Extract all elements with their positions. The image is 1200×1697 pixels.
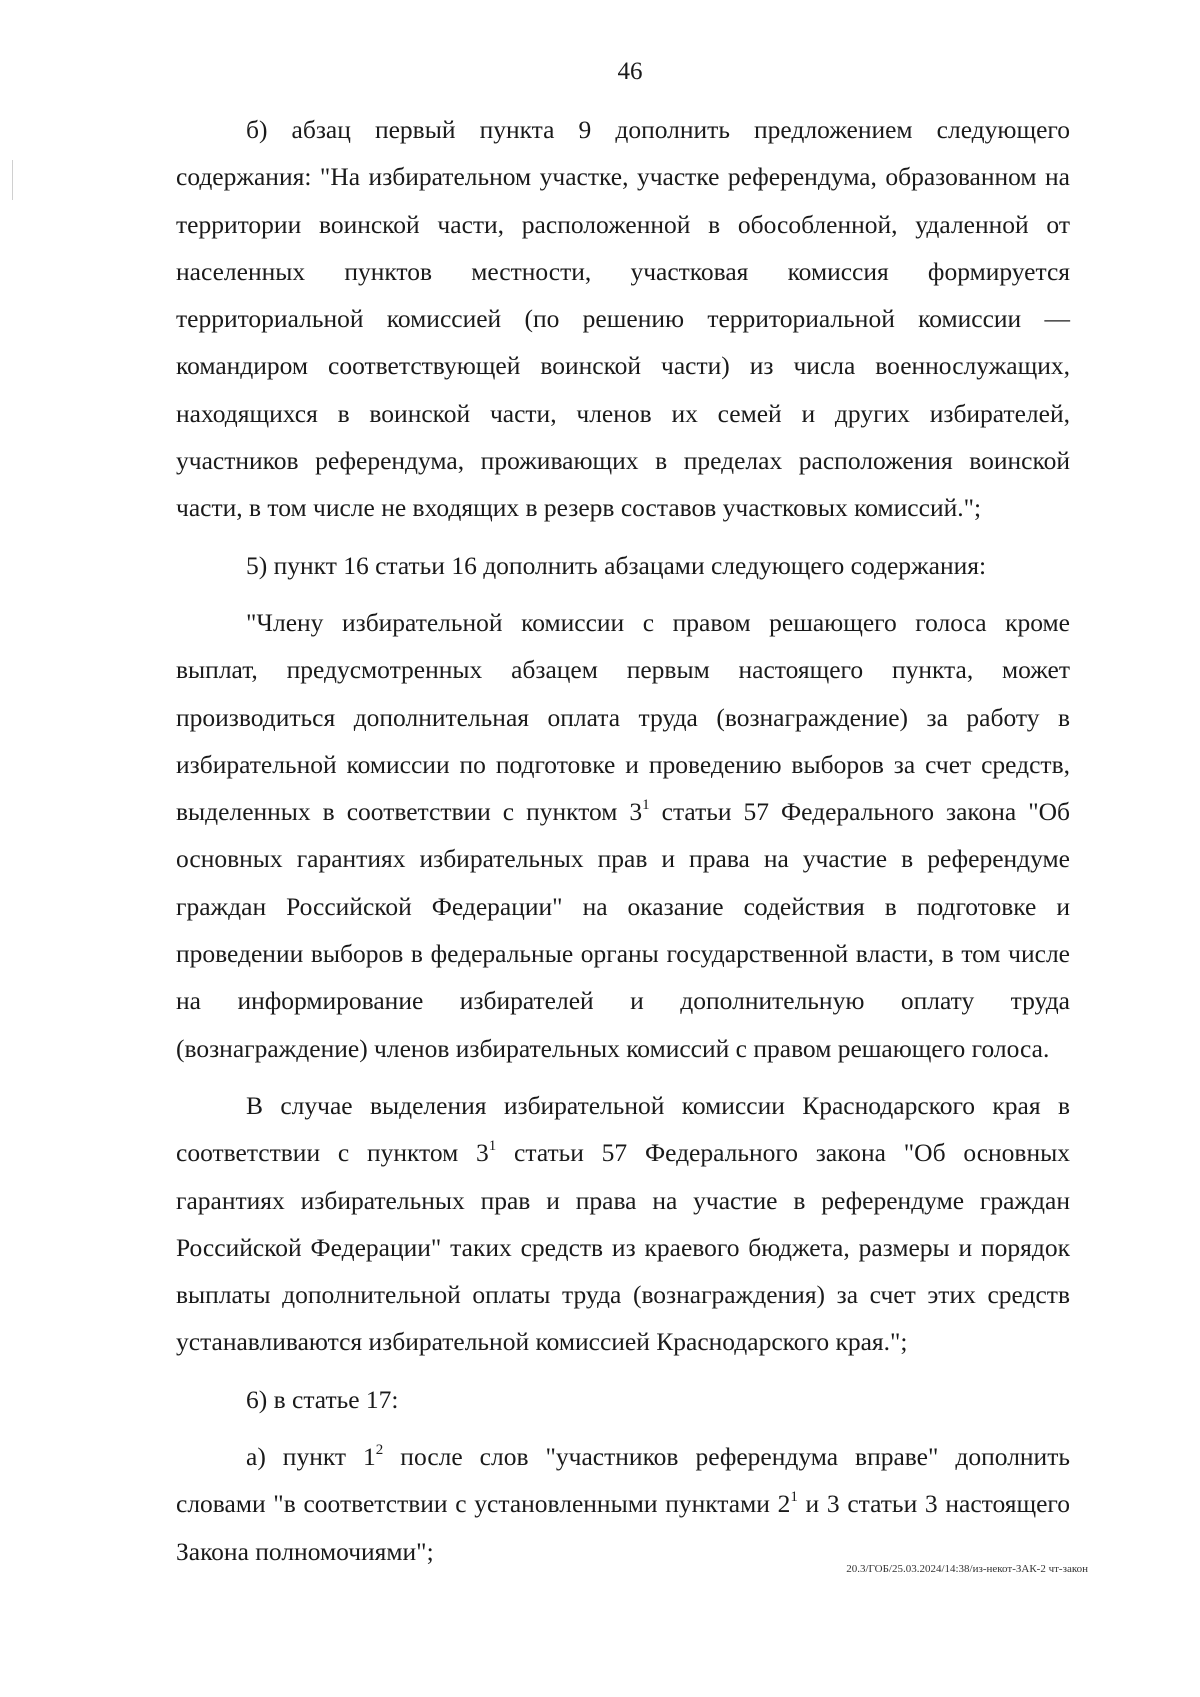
superscript: 1	[642, 796, 650, 813]
paragraph-6-article-17: 6) в статье 17:	[246, 1384, 399, 1414]
paragraph-member-payment: "Члену избирательной комиссии с правом решающего голоса кроме выплат, предусмотренных абзацем первым настоящего пункта, может производиться дополнительная оплата труда (вознаграждение) за работу в избирательной комиссии по подготовке и проведению выборов за счет средств, выделенных в соответствии с пунктом $3^1$ статьи 57 Федерального закона "Об основных гарантиях избирательных прав и права на участие в референдуме граждан Российской Федерации" на оказание содействия в подготовке и проведении выборов в федеральные органы государственной власти, в том числе на информирование избирателей и дополнительную оплату труда (вознаграждение) членов избирательных комиссий с правом решающего голоса.	[176, 607, 1071, 1063]
paragraph-5-article-16: 5) пункт 16 статьи 16 дополнить абзацами следующего содержания:	[246, 550, 987, 580]
scan-artifact	[12, 160, 13, 200]
superscript: 2	[375, 1441, 384, 1458]
superscript: 1	[790, 1488, 798, 1505]
superscript: 1	[488, 1137, 497, 1154]
paragraph-krasnodar-commission: В случае выделения избирательной комиссии Краснодарского края в соответствии с пунктом $3^1$ статьи 57 Федерального закона "Об основных гарантиях избирательных прав и права на участие в референдуме граждан Российской Федерации" таких средств из краевого бюджета, размеры и порядок выплаты дополнительной оплаты труда (вознаграждения) за счет этих средств устанавливаются избирательной комиссией Краснодарского края.";	[176, 1090, 1070, 1357]
paragraph-a-item-1-2: а) пункт $1^2$ после слов "участников референдума вправе" дополнить словами "в соответствии с установленными пунктами $2^1$ и 3 статьи 3 настоящего Закона полномочиями";	[176, 1441, 1070, 1566]
page-number: 46	[617, 58, 643, 85]
footer-document-code: 20.3/ГОБ/25.03.2024/14:38/из-некот-ЗАК-2 чт-закон	[846, 1563, 1088, 1575]
paragraph-b-item-9: б) абзац первый пункта 9 дополнить предложением следующего содержания: "На избирательном участке, участке референдума, образованном на территории воинской части, расположенной в обособленной, удаленной от населенных пунктов местности, участковая комиссия формируется территориальной комиссией (по решению территориальной комиссии — командиром соответствующей воинской части) из числа военнослужащих, находящихся в воинской части, членов их семей и других избирателей, участников референдума, проживающих в пределах расположения воинской части, в том числе не входящих в резерв составов участковых комиссий.";	[176, 115, 1070, 523]
document-body	[176, 106, 1070, 1575]
